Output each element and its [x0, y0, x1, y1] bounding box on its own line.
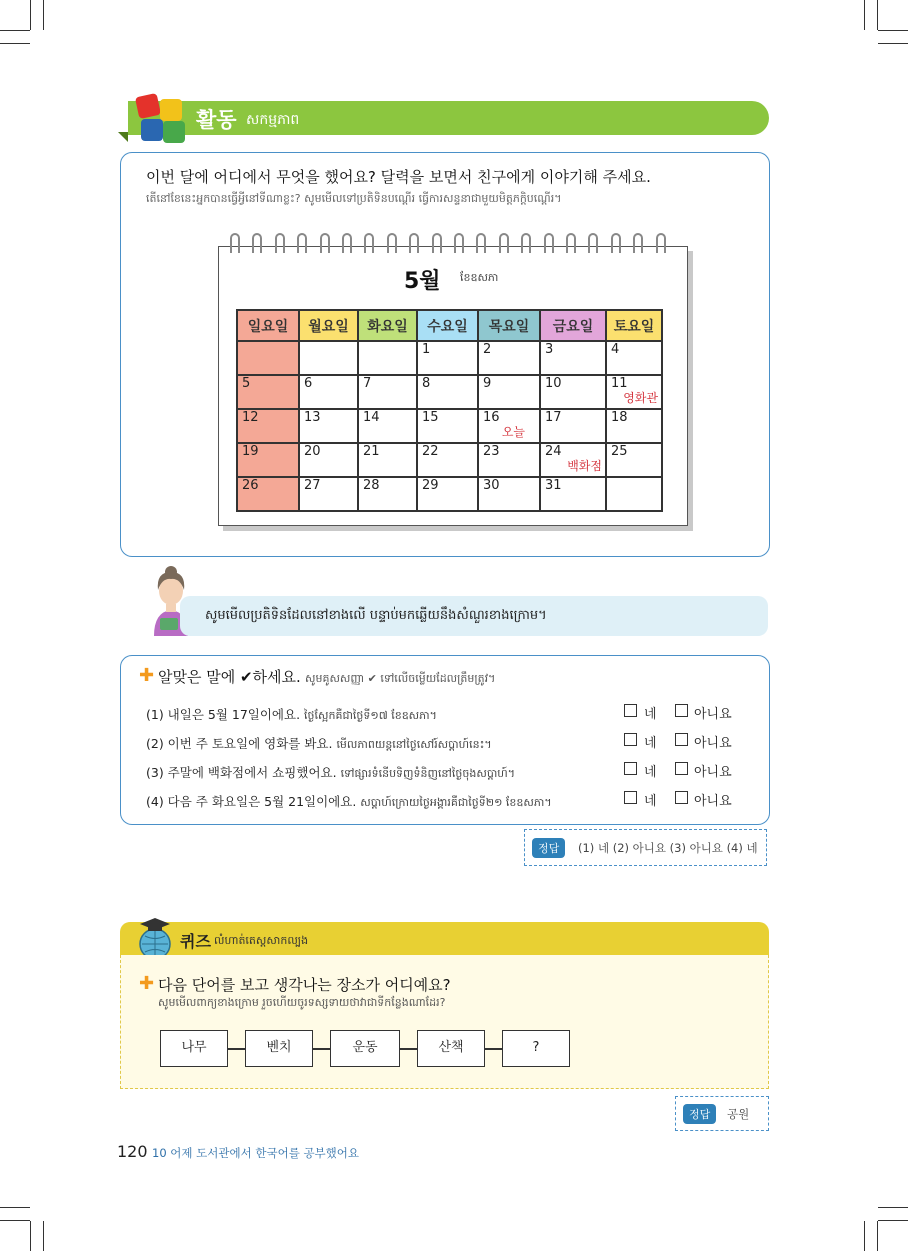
calendar-week-row: [237, 477, 662, 511]
word-box: 산책: [417, 1030, 485, 1067]
calendar-day: 13: [299, 409, 358, 443]
spiral-ring: [252, 233, 262, 253]
yes-checkbox[interactable]: [624, 791, 637, 804]
crop-mark: [0, 1220, 30, 1221]
activity-question: 이번 달에 어디에서 무엇을 했어요? 달력을 보면서 친구에게 이야기해 주세요.: [146, 168, 651, 186]
calendar-weekday-row: [237, 310, 662, 341]
weekday-header: 수요일: [417, 310, 478, 341]
quiz-question-translation: សូមមើលពាក្យខាងក្រោម រួចហើយចូរទស្សទាយថាវាជាទីកន្លែងណាដែរ?: [158, 996, 446, 1009]
spiral-ring: [297, 233, 307, 253]
spiral-ring: [230, 233, 240, 253]
calendar-day-with-event: [606, 375, 662, 409]
spiral-ring: [342, 233, 352, 253]
yes-label: 네: [644, 794, 657, 809]
spiral-ring: [656, 233, 666, 253]
spiral-ring: [409, 233, 419, 253]
yes-checkbox[interactable]: [624, 704, 637, 717]
calendar-day: 9: [478, 375, 540, 409]
word-box: 운동: [330, 1030, 400, 1067]
crop-mark: [30, 1221, 31, 1251]
calendar-day: 25: [606, 443, 662, 477]
spiral-ring: [588, 233, 598, 253]
spiral-ring: [633, 233, 643, 253]
spiral-ring: [454, 233, 464, 253]
crop-mark: [878, 43, 908, 44]
yes-checkbox[interactable]: [624, 762, 637, 775]
calendar-day: 3: [540, 341, 606, 375]
weekday-header: 토요일: [606, 310, 662, 341]
item-text: (3) 주말에 백화점에서 쇼핑했어요.: [146, 765, 337, 780]
spiral-ring: [275, 233, 285, 253]
calendar-day: 27: [299, 477, 358, 511]
spiral-ring: [364, 233, 374, 253]
connector-line: [228, 1048, 245, 1050]
calendar-day: 12: [237, 409, 299, 443]
activity-subtitle: សកម្មភាព: [246, 112, 300, 128]
crop-mark: [43, 1221, 44, 1251]
plus-icon: ✚: [139, 973, 155, 994]
calendar-day: 2: [478, 341, 540, 375]
crop-mark: [0, 30, 30, 31]
checklist-item: [146, 734, 492, 754]
calendar-day: [299, 341, 358, 375]
spiral-ring: [387, 233, 397, 253]
calendar-day: 30: [478, 477, 540, 511]
calendar-day: 17: [540, 409, 606, 443]
calendar-day: 4: [606, 341, 662, 375]
checklist-instruction: 알맞은 말에 ✔하세요.: [158, 668, 301, 686]
item-translation: សប្ដាហ៍ក្រោយថ្ងៃអង្គារគឺជាថ្ងៃទី២១ ខែឧសភា។: [360, 796, 552, 809]
calendar-day: [237, 341, 299, 375]
chapter-title: 10 어제 도서관에서 한국어를 공부했어요: [152, 1146, 359, 1160]
activity-header-tail: [118, 132, 128, 142]
spiral-ring: [544, 233, 554, 253]
answer-tag: 정답: [532, 838, 565, 858]
calendar-day: 6: [299, 375, 358, 409]
item-translation: ទៅផ្សារទំនើបទិញទំនិញនៅថ្ងៃចុងសប្ដាហ៍។: [340, 767, 516, 780]
speech-text: សូមមើលប្រតិទិនដែលនៅខាងលើ បន្ទាប់មកឆ្លើយនឹងសំណួរខាងក្រោម។: [205, 608, 547, 623]
spiral-ring: [611, 233, 621, 253]
activity-question-translation: តើនៅខែនេះអ្នកបានធ្វើអ្វីនៅទីណាខ្លះ? សូមមើលទៅប្រតិទិនបណ្ដើរ ធ្វើការសន្ទនាជាមួយមិត្តភក្តិបណ្ដើរ។: [146, 192, 562, 205]
calendar-day: 14: [358, 409, 417, 443]
calendar-day: 1: [417, 341, 478, 375]
yes-label: 네: [644, 765, 657, 780]
weekday-header: 월요일: [299, 310, 358, 341]
calendar-day-number: 24: [545, 444, 562, 459]
calendar-day: 19: [237, 443, 299, 477]
checklist-item: [146, 763, 515, 783]
calendar-day: 21: [358, 443, 417, 477]
calendar-day: 8: [417, 375, 478, 409]
quiz-question: 다음 단어를 보고 생각나는 장소가 어디예요?: [158, 976, 451, 994]
checklist-instruction-translation: សូមគូសសញ្ញា ✔ ទៅលើចម្លើយដែលត្រឹមត្រូវ។: [305, 672, 496, 685]
no-checkbox[interactable]: [675, 791, 688, 804]
calendar-day: 23: [478, 443, 540, 477]
calendar-day: 10: [540, 375, 606, 409]
item-text: (1) 내일은 5월 17일이에요.: [146, 707, 301, 722]
calendar-month: 5월: [404, 269, 441, 294]
calendar-day: 31: [540, 477, 606, 511]
word-box: 벤치: [245, 1030, 313, 1067]
calendar-day: 5: [237, 375, 299, 409]
spiral-ring: [499, 233, 509, 253]
crop-mark: [864, 0, 865, 30]
calendar-day: 26: [237, 477, 299, 511]
no-label: 아니요: [694, 765, 732, 780]
event-today: 오늘: [501, 425, 525, 439]
crop-mark: [878, 1220, 908, 1221]
calendar-week-row: [237, 341, 662, 375]
activity-title: 활동: [196, 108, 237, 132]
calendar-day: 29: [417, 477, 478, 511]
answer-word-box[interactable]: ?: [502, 1030, 570, 1067]
quiz-title: 퀴즈: [180, 932, 211, 951]
yes-label: 네: [644, 736, 657, 751]
crop-mark: [43, 0, 44, 30]
weekday-header: 금요일: [540, 310, 606, 341]
item-text: (2) 이번 주 토요일에 영화를 봐요.: [146, 736, 333, 751]
crop-mark: [0, 1207, 30, 1208]
calendar-day: 7: [358, 375, 417, 409]
no-checkbox[interactable]: [675, 704, 688, 717]
crop-mark: [877, 1221, 878, 1251]
item-translation: មើលភាពយន្តនៅថ្ងៃសៅរ៍សប្ដាហ៍នេះ។: [336, 738, 492, 751]
no-checkbox[interactable]: [675, 762, 688, 775]
calendar-day: 20: [299, 443, 358, 477]
quiz-answer-text: 공원: [727, 1107, 750, 1121]
crop-mark: [878, 30, 908, 31]
crop-mark: [877, 0, 878, 30]
crop-mark: [878, 1207, 908, 1208]
item-text: (4) 다음 주 화요일은 5월 21일이에요.: [146, 794, 357, 809]
spiral-ring: [566, 233, 576, 253]
quiz-subtitle: លំហាត់តេស្តសាកល្បង: [214, 934, 309, 947]
no-label: 아니요: [694, 707, 732, 722]
calendar-day: [606, 477, 662, 511]
crop-mark: [30, 0, 31, 30]
weekday-header: 일요일: [237, 310, 299, 341]
calendar-day-with-event: [540, 443, 606, 477]
page-number: 120: [117, 1142, 148, 1161]
spiral-ring: [432, 233, 442, 253]
crop-mark: [0, 43, 30, 44]
calendar-day-with-event: [478, 409, 540, 443]
calendar-day: [358, 341, 417, 375]
calendar-grid: [236, 309, 663, 512]
no-label: 아니요: [694, 736, 732, 751]
calendar-day: 28: [358, 477, 417, 511]
connector-line: [400, 1048, 417, 1050]
connector-line: [485, 1048, 502, 1050]
quiz-answer-tag: 정답: [683, 1104, 716, 1124]
checklist-item: [146, 705, 437, 725]
calendar-week-row: [237, 375, 662, 409]
calendar-day-number: 11: [611, 376, 628, 391]
no-label: 아니요: [694, 794, 732, 809]
calendar-day-number: 16: [483, 410, 500, 425]
spiral-ring: [476, 233, 486, 253]
item-translation: ថ្ងៃស្អែកគឺជាថ្ងៃទី១៧ ខែឧសភា។: [304, 709, 437, 722]
calendar-month-translation: ខែឧសភា: [460, 271, 499, 284]
calendar-week-row: [237, 443, 662, 477]
yes-checkbox[interactable]: [624, 733, 637, 746]
spiral-ring: [521, 233, 531, 253]
no-checkbox[interactable]: [675, 733, 688, 746]
connector-line: [313, 1048, 330, 1050]
answer-text: (1) 네 (2) 아니요 (3) 아니요 (4) 네: [578, 841, 758, 855]
weekday-header: 목요일: [478, 310, 540, 341]
crop-mark: [864, 1221, 865, 1251]
checklist-item: [146, 792, 552, 812]
plus-icon: ✚: [139, 665, 155, 686]
calendar-day: 15: [417, 409, 478, 443]
calendar-day: 22: [417, 443, 478, 477]
word-box: 나무: [160, 1030, 228, 1067]
event-department-store: 백화점: [567, 459, 602, 473]
spiral-ring: [320, 233, 330, 253]
calendar-day: 18: [606, 409, 662, 443]
weekday-header: 화요일: [358, 310, 417, 341]
calendar-week-row: [237, 409, 662, 443]
yes-label: 네: [644, 707, 657, 722]
event-cinema: 영화관: [623, 391, 658, 405]
